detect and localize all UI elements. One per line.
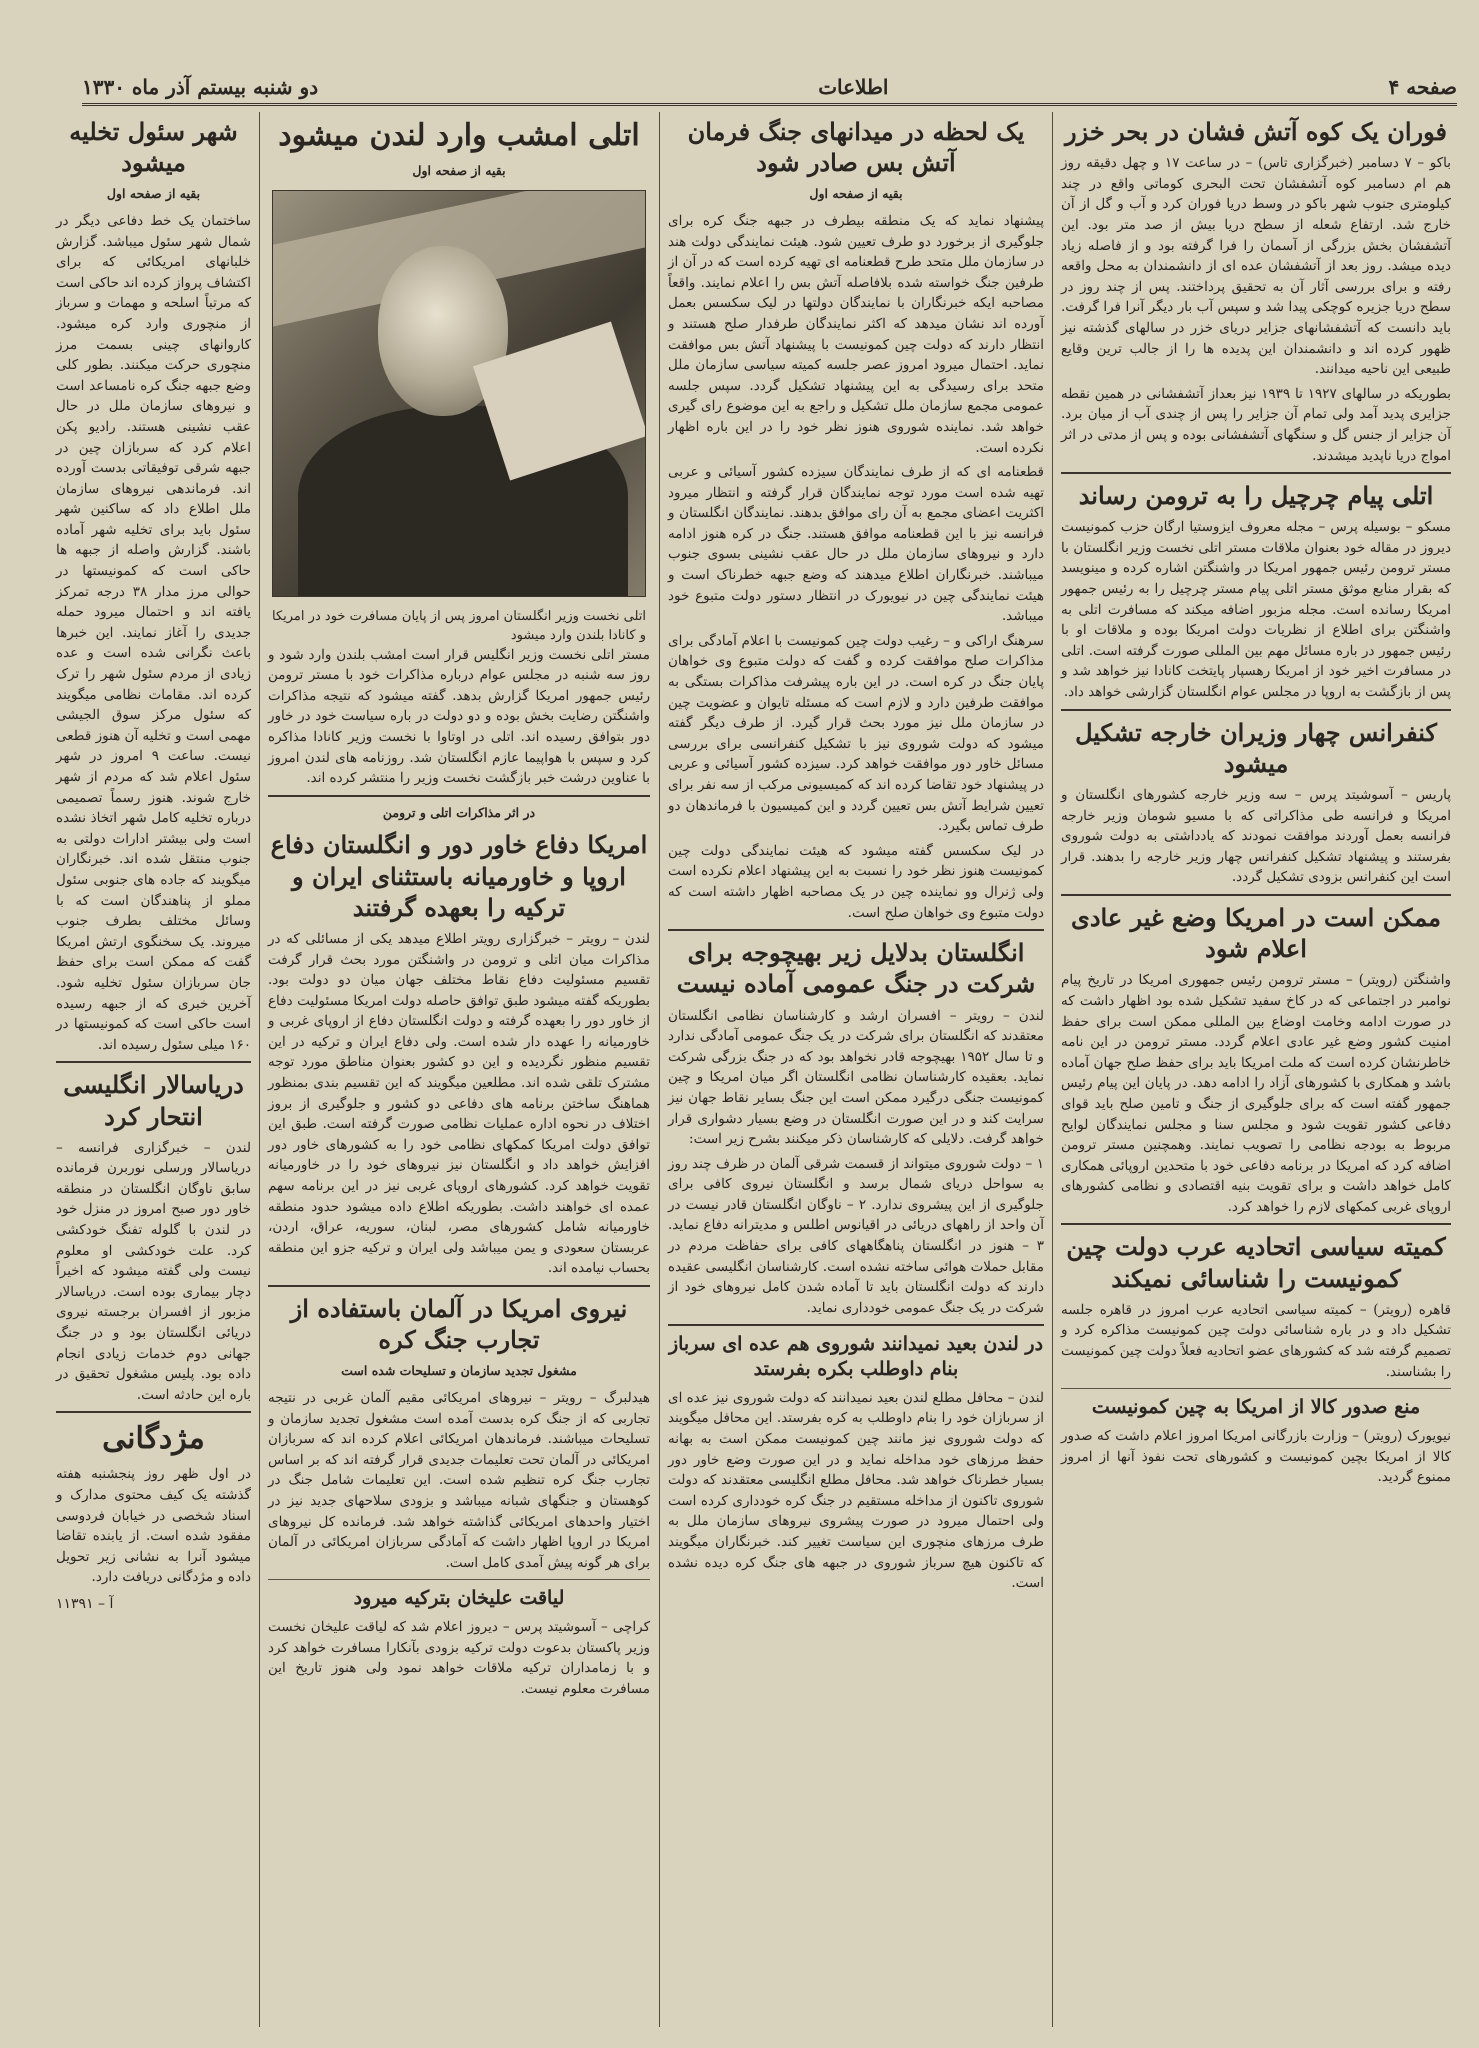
headline-attlee-message: اتلی پیام چرچیل را به ترومن رساند — [1078, 481, 1434, 511]
photo-caption: اتلی نخست وزیر انگلستان امروز پس از پایان مسافرت خود در امریکا و کانادا بلندن وارد میشود — [272, 608, 646, 643]
column-2 — [662, 112, 1050, 2027]
headline-export-ban: منع صدور کالا از امریکا به چین کمونیست — [1091, 1396, 1421, 1419]
divider — [1061, 709, 1451, 711]
headline-emergency: ممکن است در امریکا وضع غیر عادی اعلام شود — [1071, 902, 1441, 964]
headline-ceasefire: یک لحظه در میدانهای جنگ فرمان آتش بس صادر شود — [687, 117, 1025, 178]
headline-soviet-volunteers: در لندن بعید نمیدانند شوروی هم عده ای سرباز بنام داوطلب بکره بفرستد — [668, 1333, 1044, 1381]
divider — [1061, 472, 1451, 474]
article-ceasefire-body-3: سرهنگ اراکی و – رغیب دولت چین کمونیست با اعلام آمادگی برای مذاکرات صلح موافقت کرده و گفت که دولت متبوع وی خواهان پایان جنگ در کره است. در این باره پیشرفت مذاکرات بستگی به موافقت طرفین دارد و لازم است که مسئله تایوان و عضویت چین در سازمان ملل نیز مورد بحث قرار گیرد. از طرف دیگر گفته میشود که دولت شوروی نیز با تشکیل کنفرانسی برای بررسی مسائل خاور دور موافقت خواهد کرد. سیزده کشور آسیائی و عربی در پیشنهاد خود تقاضا کرده اند که کمیسیونی مرکب از سه نفر برای تعیین شرایط آتش بس تعیین گردد و این کمیسیون با فرماندهان دو طرف تماس بگیرد. — [668, 632, 1044, 835]
issue-date: دو شنبه بیستم آذر ماه ۱۳۳۰ — [82, 75, 319, 99]
headline-volcano: فوران یک کوه آتش فشان در بحر خزر — [1065, 117, 1447, 146]
headline-defense-division: امریکا دفاع خاور دور و انگلستان دفاع اروپا و خاورمیانه باستثنای ایران و ترکیه را بعهده گرفتند — [270, 830, 648, 922]
article-volcano-body: باکو – ۷ دسامبر (خبرگزاری تاس) – در ساعت ۱۷ و چهل دقیقه روز هم ام دسامبر کوه آتشفشان تحت البحری کوماتی واقع در چند کیلومتری جنوب شهر باکو در وسط دریا فوران کرد و آب و گل از آن خارج شد. ارتفاع شعله از سطح دریا بیش از صد متر بود. این آتشفشان بخش بزرگی از آسمان را فرا گرفته بود و از فاصله زیاد دیده میشد. روز بعد از آتشفشان عده ای از دانشمندان به محل واقعه رفته و برای بررسی آثار آن به تحقیق پرداختند. پس از چند روز در سطح دریا جزیره کوچکی پیدا شد و سپس آب بار دیگر آنرا فرا گرفت. باید دانست که آتشفشانهای جزایر دریای خزر در سالهای گذشته نیز ظهور کرده اند و دانشمندان این پدیده ها را از جالب ترین وقایع طبیعی این ناحیه میدانند. — [1061, 155, 1451, 378]
headline-attlee-returns: اتلی امشب وارد لندن میشود — [278, 118, 640, 153]
divider — [268, 1285, 650, 1287]
article-volcano-body-2: بطوریکه در سالهای ۱۹۲۷ تا ۱۹۳۹ نیز بعداز آتشفشانی در همین نقطه جزایری پدید آمد ولی تمام آن جزایر را پس از چندی آب از میان برد. آن جزایر از جنس گل و سنگهای آتشفشانی بوده و پس از مدتی در اثر امواج دریا ناپدید میشدند. — [1061, 385, 1452, 464]
paper-name: اطلاعات — [818, 75, 889, 99]
headline-us-forces-germany: نیروی امریکا در آلمان باستفاده از تجارب جنگ کره — [290, 1294, 628, 1355]
article-foreign-ministers-body: پاریس – آسوشیتد پرس – سه وزیر خارجه کشورهای انگلستان و امریکا و فرانسه طی مذاکراتی که با مسیو شومان وزیر خارجه فرانسه بعمل آوردند موافقت نمودند که یادداشتی به دولت شوروی بفرستند و پیشنهاد تشکیل کنفرانس چهار وزیر خارجه را بدهند. قرار است این کنفرانس بزودی تشکیل گردد. — [1061, 787, 1451, 886]
continued-note: بقیه از صفحه اول — [106, 186, 201, 202]
headline-admiral-suicide: دریاسالار انگلیسی انتحار کرد — [63, 1070, 244, 1131]
divider — [56, 1411, 251, 1413]
headline-reward-notice: مژدگانی — [102, 1421, 205, 1457]
continued-note: بقیه از صفحه اول — [412, 163, 506, 178]
ad-code: آ – ۱۱۳۹۱ — [56, 1595, 114, 1612]
headline-foreign-ministers: کنفرانس چهار وزیران خارجه تشکیل میشود — [1075, 717, 1437, 778]
divider — [56, 1061, 251, 1063]
attlee-photo — [272, 190, 646, 597]
article-ceasefire-body-2: قطعنامه ای که از طرف نمایندگان سیزده کشور آسیائی و عربی تهیه شده است مورد توجه نمایندگان قرار گرفته و انتظار میرود اکثریت اعضای مجمع به آن رای موافق بدهند. نمایندگان انگلستان و فرانسه نیز با این قطعنامه موافق هستند. جنگ در کره هنوز ادامه دارد و نیروهای سازمان ملل در حال عقب نشینی بسوی جنوب میباشند. خبرنگاران اطلاع میدهند که وضع جبهه خطرناک است و هیئت نمایندگی چین در نیویورک در انتظار دستور دولت متبوع خود میباشد. — [668, 464, 1044, 625]
column-rule — [659, 112, 660, 2027]
column-rule — [1052, 112, 1053, 2027]
article-liaquat-turkey-body: کراچی – آسوشیتد پرس – دیروز اعلام شد که لیاقت علیخان نخست وزیر پاکستان بدعوت دولت ترکیه بزودی بآنکارا مسافرت خواهد کرد و با زمامداران ترکیه ملاقات خواهد نمود ولی هنوز تاریخ این مسافرت معلوم نیست. — [268, 1619, 650, 1697]
column-rule — [259, 112, 260, 2027]
divider — [1061, 1223, 1451, 1225]
article-britain-unready-body-2: ۱ – دولت شوروی میتواند از قسمت شرقی آلمان در ظرف چند روز به سواحل دریای شمال برسد و انگلستان نیروی کافی برای جلوگیری از این پیشروی ندارد. ۲ – ناوگان انگلستان قادر نیست در آن واحد از راههای دریائی در اقیانوس اطلس و مدیترانه دفاع نماید. ۳ – هنوز در انگلستان پناهگاههای کافی برای حفاظت مردم در مقابل حملات هوائی ساخته نشده است. کارشناسان انگلیسی عقیده دارند که دولت انگلستان باید تا آماده شدن کامل نیروهای خود از شرکت در یک جنگ عمومی خودداری نماید. — [668, 1155, 1044, 1316]
article-attlee-returns-body: مستر اتلی نخست وزیر انگلیس قرار است امشب بلندن وارد شود و روز سه شنبه در مجلس عوام درباره مذاکرات خود با مستر ترومن رئیس جمهور امریکا گزارش بدهد. گفته میشود که نتیجه مذاکرات واشنگتن رضایت بخش بوده و دو دولت در باره سیاست خود در خاور دور بتوافق رسیده اند. اتلی در اوتاوا با نخست وزیر کانادا مذاکره کرد و سپس با هواپیما عازم انگلستان شد. روزنامه های لندن امروز با عناوین درشت خبر بازگشت نخست وزیر را منتشر کرده اند. — [268, 646, 650, 787]
divider — [268, 795, 650, 797]
article-arab-league-body: قاهره (رویتر) – کمیته سیاسی اتحادیه عرب امروز در قاهره جلسه تشکیل داد و در باره شناسائی دولت چین کمونیست مذاکره کرد و تصمیم گرفته شد که کشورهای عضو اتحادیه فعلاً دولت چین کمونیست را بشناسند. — [1061, 1301, 1451, 1380]
article-soviet-volunteers-body: لندن – محافل مطلع لندن بعید نمیدانند که دولت شوروی نیز عده ای از سربازان خود را بنام داوطلب به کره بفرستد. این محافل میگویند که دولت شوروی نیز مانند چین کمونیست ممکن است به بهانه حفظ مرزهای خود مداخله نماید و در این صورت وضع خاور دور بسیار خطرناک خواهد شد. محافل مطلع انگلیسی معتقدند که دولت شوروی تاکنون از مداخله مستقیم در جنگ کره خودداری کرده است ولی احتمال میرود در صورت پیشروی نیروهای سازمان ملل به طرف مرزهای منچوری این سیاست تغییر کند. خبرنگاران میگویند که تاکنون هیچ سرباز شوروی در جبهه های جنگ کره دیده نشده است. — [668, 1389, 1044, 1592]
article-attlee-message-body: مسکو – بوسیله پرس – مجله معروف ایزوستیا ارگان حزب کمونیست دیروز در مقاله خود بعنوان ملاقات مستر اتلی نخست وزیر انگلستان با مستر ترومن رئیس جمهور امریکا در واشنگتن اشاره کرده و مینویسد که بقرار منابع موثق مستر اتلی پیام مستر چرچیل را به رئیس جمهور امریکا رسانده است. مجله مزبور اضافه میکند که مسافرت اتلی به واشنگتن برای اطلاع از نظریات دولت امریکا بوده و ملاقات او با رئیس جمهور در باره مسائل مهم بین المللی صورت گرفته است. اتلی در مسافرت اخیر خود از امریکا رهسپار پایتخت کانادا نیز خواهد شد و پس از بازگشت به اروپا در مجلس عوام انگلستان گزارشی خواهد داد. — [1061, 519, 1451, 701]
column-4 — [50, 112, 257, 2027]
page-number: صفحه ۴ — [1388, 75, 1457, 99]
article-emergency-body: واشنگتن (رویتر) – مستر ترومن رئیس جمهوری امریکا در تاریخ پیام نوامبر در اجتماعی که در کاخ سفید تشکیل شده بود اظهار داشت که در صورت ادامه وخامت اوضاع بین المللی ممکن است برای حفظ امنیت کشور وضع غیر عادی اعلام گردد. مستر ترومن در این نامه خاطرنشان کرده است که ملت امریکا باید برای حفظ صلح جهان آماده باشد و همکاری با کشورهای آزاد را ادامه دهد. در پایان این پیام رئیس جمهور گفته است که برای جلوگیری از جنگ و تامین صلح باید قوای دفاعی کشور تقویت شود و مجلس سنا و مجلس نمایندگان لوایح مربوط به بودجه نظامی را تصویب نمایند. وهمچنین مستر ترومن اضافه کرد که امریکا در برنامه دفاعی خود با متحدین اروپائی همکاری کامل خواهد داشت و برای تقویت بنیه اقتصادی و نظامی کشورهای اروپای غربی کمکهای لازم را خواهد کرد. — [1061, 972, 1451, 1215]
article-ceasefire-body-4: در لیک سکسس گفته میشود که هیئت نمایندگی دولت چین کمونیست هنوز نظر خود را نسبت به این پیشنهاد اعلام نکرده است ولی ژنرال وو نماینده چین در یک مصاحبه اظهار داشته است که دولت متبوع وی خواهان صلح است. — [668, 842, 1044, 921]
divider — [668, 929, 1044, 931]
article-ceasefire-body: پیشنهاد نماید که یک منطقه بیطرف در جبهه جنگ کره برای جلوگیری از برخورد دو طرف تعیین شود. هیئت نمایندگی دولت هند در سازمان ملل متحد طرح قطعنامه ای تهیه کرده است که در آن از طرفین جنگ خواسته شده بلافاصله آتش بس را اعلام نمایند. واقعاً مصاحبه ایکه خبرنگاران با نمایندگان دولتها در لیک سکسس بعمل آورده اند نشان میدهد که اکثر نمایندگان طرفدار صلح هستند و انتظار دارند که دولت چین کمونیست با پیشنهاد آتش بس موافقت نماید. احتمال میرود امروز عصر جلسه کمیته سیاسی سازمان ملل متحد برای رسیدگی به این پیشنهاد تشکیل گردد. سپس جلسه عمومی مجمع سازمان ملل تشکیل و راجع به این موضوع رای گیری خواهد شد. نماینده شوروی هنوز نظر خود را در این باره اظهار نکرده است. — [668, 212, 1044, 456]
column-3 — [262, 112, 656, 2027]
headline-seoul-evacuation: شهر سئول تخلیه میشود — [69, 117, 238, 178]
article-defense-division-body: لندن – رویتر – خبرگزاری رویتر اطلاع میدهد یکی از مسائلی که در مذاکرات میان اتلی و ترومن در واشنگتن مورد بحث قرار گرفت تقسیم مسئولیت دفاع نقاط مختلف جهان میان دو دولت بود. بطوریکه گفته میشود طبق توافق حاصله دولت امریکا مسئولیت دفاع از خاور دور را بعهده گرفته و دولت انگلستان دفاع از اروپای غربی و خاورمیانه را عهده دار شده است. ولی دفاع ایران و ترکیه در این تقسیم منظور نگردیده و این دو کشور بعنوان مناطق مورد توجه مشترک تلقی شده اند. مطلعین میگویند که این تقسیم بندی بمنظور هماهنگ ساختن برنامه های دفاعی دو کشور و جلوگیری از بروز اختلاف در نحوه اداره عملیات نظامی صورت گرفته است. طبق این توافق دولت امریکا کمکهای نظامی خود را به کشورهای خاور دور افزایش خواهد داد و انگلستان نیز نیروهای خود را در خاورمیانه تقویت خواهد کرد. کشورهای اروپای غربی نیز در این برنامه سهم عمده ای خواهند داشت. بطوریکه اطلاع داده میشود حدود منطقه خاورمیانه شامل کشورهای مصر، لبنان، سوریه، عراق، اردن، عربستان سعودی و یمن میباشد ولی ایران و ترکیه جزو این منطقه بحساب نیامده اند. — [268, 930, 650, 1277]
headline-kicker: در اثر مذاکرات اتلی و ترومن — [382, 804, 536, 820]
reward-notice-body: در اول ظهر روز پنجشنبه هفته گذشته یک کیف محتوی مدارک و اسناد شخصی در خیابان فردوسی مفقود شده است. از یابنده تقاضا میشود آنرا به نشانی زیر تحویل داده و مژدگانی دریافت دارد. — [56, 1466, 251, 1586]
headline-subtitle: مشغول تجدید سازمان و تسلیحات شده است — [341, 1363, 577, 1379]
divider — [1061, 1388, 1451, 1389]
article-britain-unready-body: لندن – رویتر – افسران ارشد و کارشناسان نظامی انگلستان معتقدند که انگلستان برای شرکت در یک جنگ عمومی آمادگی ندارد و تا سال ۱۹۵۲ بهیچوجه قادر نخواهد بود که در جنگ بزرگی شرکت نماید. بعقیده کارشناسان نظامی انگلستان اگر میان امریکا و چین کمونیست جنگی درگیرد ممکن است این جنگ بسایر نقاط جهان نیز سرایت کند و در این صورت انگلستان در وضع بسیار دشواری قرار خواهد گرفت. دلایلی که کارشناسان ذکر میکنند بشرح زیر است: — [668, 1007, 1044, 1148]
article-admiral-body: لندن – خبرگزاری فرانسه – دریاسالار ورسلی نوربرن فرمانده سابق ناوگان انگلستان در منطقه خاور دور صبح امروز در منزل خود در لندن با گلوله تفنگ خودکشی کرد. علت خودکشی او معلوم نیست ولی گفته میشود که اخیراً دچار بیماری بوده است. دریاسالار مزبور از افسران برجسته نیروی دریائی انگلستان بود و در جنگ جهانی دوم خدمات زیادی انجام داده بود. پلیس مشغول تحقیق در باره این حادثه است. — [56, 1139, 251, 1403]
headline-arab-league: کمیته سیاسی اتحادیه عرب دولت چین کمونیست را شناسائی نمیکند — [1066, 1232, 1446, 1293]
column-1 — [1055, 112, 1457, 2027]
article-seoul-body: ساختمان یک خط دفاعی دیگر در شمال شهر سئول میباشد. گزارش خلبانهای امریکائی که برای اکتشاف پرواز کرده اند حاکی است که مرتباً اسلحه و مهمات و سرباز از منچوری وارد کره میشود. کاروانهای چینی بسمت مرز منچوری حرکت میکنند. بطور کلی وضع جبهه جنگ کره نامساعد است و نیروهای سازمان ملل در حال عقب نشینی هستند. رادیو پکن اعلام کرد که سربازان چین در جبهه شرقی توفیقاتی بدست آورده اند. فرماندهی نیروهای سازمان ملل اطلاع داد که ساکنین شهر سئول باید برای تخلیه شهر آماده باشند. گزارش واصله از جبهه ها حاکی است که کمونیستها در حوالی مرز مدار ۳۸ درجه تمرکز یافته اند و احتمال میرود حمله جدیدی را آغاز نمایند. این خبرها باعث نگرانی شده است و عده زیادی از مردم سئول شهر را ترک کرده اند. مقامات نظامی میگویند که سئول مرکز سوق الجیشی مهمی است و تخلیه آن هنوز قطعی نیست. ساعت ۹ امروز در شهر سئول اعلام شد که مردم از شهر خارج شوند. هنوز رسماً تصمیمی درباره تخلیه کامل شهر اتخاذ نشده است ولی بیشتر ادارات دولتی به جنوب منتقل شده اند. خبرنگاران میگویند که جاده های جنوبی سئول مملو از پناهندگان است که با وسائل مختلف بطرف جنوب میروند. یک سخنگوی ارتش امریکا گفت که ممکن است برای حفظ جان سربازان سئول تخلیه شود. آخرین خبری که از جبهه رسیده است حاکی است که کمونیستها در ۱۶۰ میلی سئول رسیده اند. — [56, 212, 251, 1053]
masthead — [82, 66, 1457, 106]
divider — [1061, 894, 1451, 896]
article-us-forces-germany-body: هیدلبرگ – رویتر – نیروهای امریکائی مقیم آلمان غربی در نتیجه تجاربی که از جنگ کره بدست آمده است مشغول تجدید سازمان و تسلیحات میباشند. فرماندهان امریکائی اعلام کرده اند که سربازان امریکائی در آلمان تحت تعلیمات جدیدی قرار گرفته اند که بر اساس تجارب جنگ کره تنظیم شده است. این تعلیمات شامل جنگ در کوهستان و جنگهای شبانه میباشد و بزودی سلاحهای جدید نیز در اختیار واحدهای امریکائی گذاشته خواهد شد. فرمانده کل نیروهای امریکا در اروپا اظهار داشت که آمادگی سربازان امریکائی در آلمان برای هر گونه پیش آمدی کامل است. — [268, 1389, 650, 1571]
headline-liaquat-turkey: لیاقت علیخان بترکیه میرود — [353, 1587, 565, 1610]
headline-britain-unready: انگلستان بدلایل زیر بهیچوجه برای شرکت در جنگ عمومی آماده نیست — [676, 938, 1036, 999]
continued-note: بقیه از صفحه اول — [809, 186, 903, 202]
divider — [668, 1324, 1044, 1326]
divider — [268, 1579, 650, 1580]
article-export-ban-body: نیویورک (رویتر) – وزارت بازرگانی امریکا امروز اعلام داشت که صدور کالا از امریکا بچین کمونیست و کشورهای تحت نفوذ آنها از امروز ممنوع گردید. — [1061, 1427, 1451, 1486]
